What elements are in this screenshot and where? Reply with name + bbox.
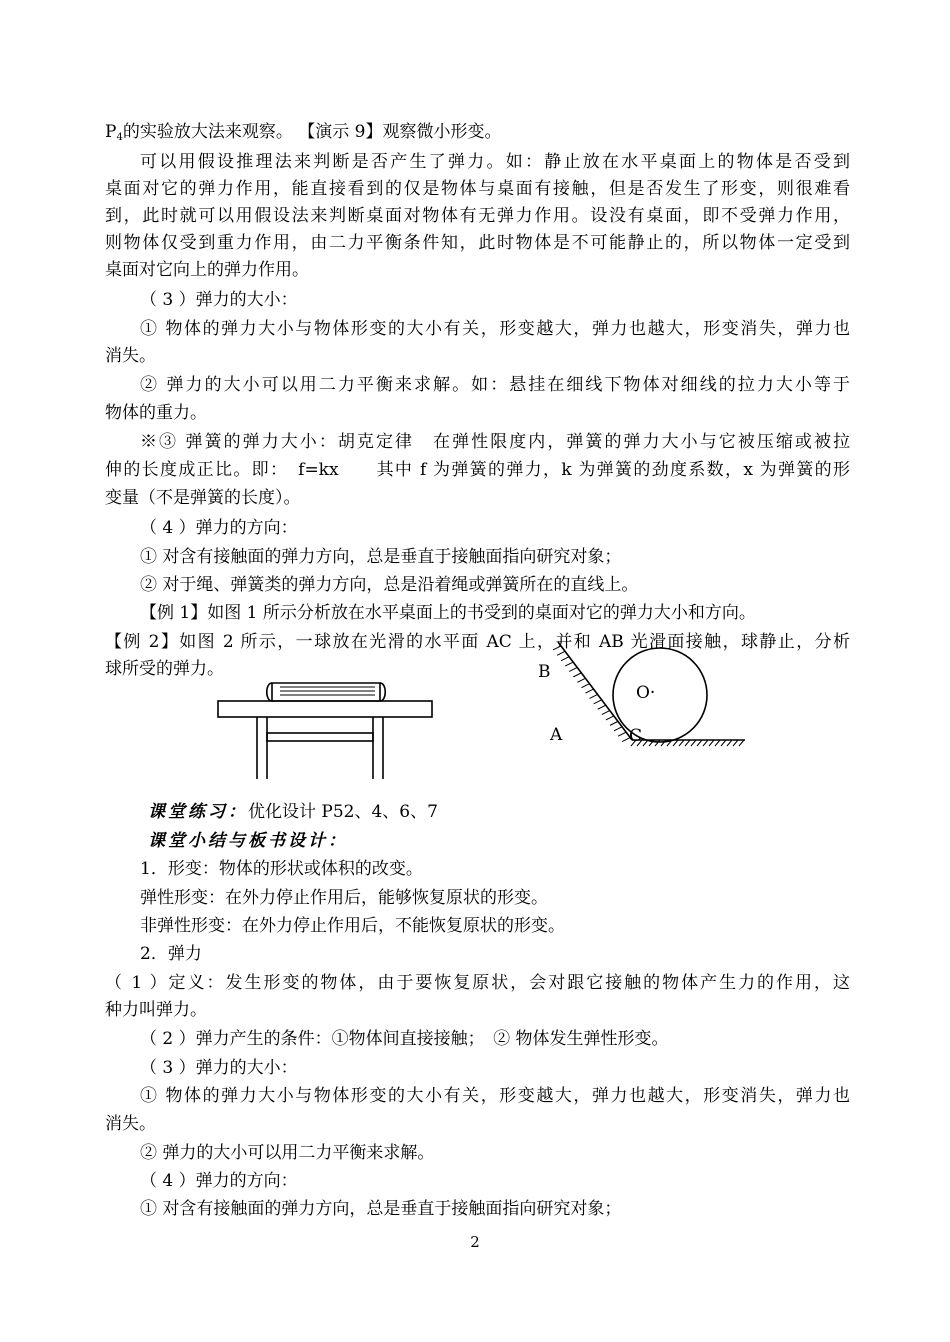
- hatch-mark: [565, 662, 573, 666]
- text-line: 物体的重力。: [105, 403, 207, 423]
- section-heading: （ 4 ）弹力的方向：: [140, 1171, 298, 1191]
- text-line: ② 弹力的大小可以用二力平衡来求解。: [140, 1143, 435, 1163]
- hatch-mark: [721, 740, 726, 746]
- text-line: ② 对于绳、弹簧类的弹力方向，总是沿着绳或弹簧所在的直线上。: [140, 575, 639, 595]
- page-number: 2: [470, 1233, 480, 1251]
- classroom-practice: 课堂练习：优化设计 P52、4、6、7: [148, 802, 438, 822]
- hatch-mark: [655, 740, 660, 746]
- figure-2-ball-incline: [530, 630, 760, 760]
- hatch-mark: [573, 673, 581, 677]
- summary-heading: 课堂小结与板书设计：: [148, 831, 348, 851]
- text-line: 则物体仅受到重力作用，由二力平衡条件知，此时物体是不可能静止的，所以物体一定受到: [105, 233, 850, 253]
- text-line: 到，此时就可以用假设法来判断桌面对物体有无弹力作用。设没有桌面，即不受弹力作用，: [105, 206, 850, 226]
- hatch-mark: [703, 740, 708, 746]
- example-2: 【例 2】如图 2 所示，一球放在光滑的水平面 AC 上，并和 AB 光滑面接触，球静止，分析: [105, 632, 850, 652]
- hatch-mark: [602, 711, 610, 715]
- text-line: 非弹性形变：在外力停止作用后，不能恢复原状的形变。: [140, 916, 565, 936]
- section-heading: （ 3 ）弹力的大小：: [140, 1058, 298, 1078]
- text-line: 桌面对它向上的弹力作用。: [105, 260, 309, 280]
- hatch-mark: [715, 740, 720, 746]
- hatch-mark: [561, 657, 569, 661]
- hatch-mark: [614, 727, 622, 731]
- text-line: 消失。: [105, 1114, 156, 1134]
- label-a: A: [550, 725, 563, 745]
- text-line: （ 1 ）定义：发生形变的物体，由于要恢复原状，会对跟它接触的物体产生力的作用，这: [105, 973, 850, 993]
- hatch-mark: [709, 740, 714, 746]
- hatch-mark: [610, 721, 618, 725]
- figure-1-book-on-table: [210, 675, 440, 785]
- hatch-mark: [618, 732, 626, 736]
- text-line: 弹性形变：在外力停止作用后，能够恢复原状的形变。: [140, 888, 548, 908]
- text-line: ① 物体的弹力大小与物体形变的大小有关，形变越大，弹力也越大，形变消失，弹力也: [140, 1086, 850, 1106]
- text-line: 2．弹力: [140, 944, 202, 964]
- section-heading: （ 4 ）弹力的方向：: [140, 518, 298, 538]
- text-line: 球所受的弹力。: [105, 659, 224, 679]
- hatch-mark: [594, 700, 602, 704]
- hatch-mark: [733, 740, 738, 746]
- hatch-mark: [679, 740, 684, 746]
- hatch-mark: [557, 651, 565, 655]
- hatch-mark: [553, 646, 561, 650]
- text-line: 变量（不是弹簧的长度）。: [105, 488, 301, 508]
- hatch-mark: [577, 678, 585, 682]
- hatch-mark: [606, 716, 614, 720]
- hatch-mark: [581, 684, 589, 688]
- text-line: 种力叫弹力。: [105, 1000, 207, 1020]
- text-line: 伸的长度成正比。即： f=kx 其中 f 为弹簧的弹力，k 为弹簧的劲度系数，x 为弹簧的形: [105, 460, 850, 480]
- section-heading: （ 3 ）弹力的大小：: [140, 290, 298, 310]
- label-b: B: [538, 662, 551, 682]
- hatch-mark: [727, 740, 732, 746]
- text-line: 消失。: [105, 346, 156, 366]
- text-line: 可以用假设推理法来判断是否产生了弹力。如：静止放在水平桌面上的物体是否受到: [140, 152, 850, 172]
- hatch-mark: [590, 694, 598, 698]
- hatch-mark: [697, 740, 702, 746]
- label-c: C: [629, 726, 643, 746]
- example-1: 【例 1】如图 1 所示分析放在水平桌面上的书受到的桌面对它的弹力大小和方向。: [140, 603, 756, 623]
- text-line: ① 对含有接触面的弹力方向，总是垂直于接触面指向研究对象；: [140, 547, 622, 567]
- text-line: $P_4$的实验放大法来观察。 【演示 9】观察微小形变。: [105, 122, 502, 143]
- hatch-mark: [685, 740, 690, 746]
- text-line: 1．形变：物体的形状或体积的改变。: [140, 859, 423, 879]
- label-o: O·: [636, 683, 656, 703]
- hatch-mark: [673, 740, 678, 746]
- hatch-mark: [586, 689, 594, 693]
- text-line: ① 对含有接触面的弹力方向，总是垂直于接触面指向研究对象；: [140, 1199, 622, 1219]
- text-line: ① 物体的弹力大小与物体形变的大小有关，形变越大，弹力也越大，形变消失，弹力也: [140, 319, 850, 339]
- hatch-mark: [691, 740, 696, 746]
- hatch-mark: [569, 667, 577, 671]
- text-line: 桌面对它的弹力作用，能直接看到的仅是物体与桌面有接触，但是否发生了形变，则很难看: [105, 179, 850, 199]
- hatch-mark: [739, 740, 744, 746]
- text-line: （ 2 ）弹力产生的条件：①物体间直接接触； ② 物体发生弹性形变。: [140, 1029, 669, 1049]
- text-line: ② 弹力的大小可以用二力平衡来求解。如：悬挂在细线下物体对细线的拉力大小等于: [140, 375, 850, 395]
- hatch-mark: [598, 705, 606, 709]
- hatch-mark: [661, 740, 666, 746]
- text-line: ※③ 弹簧的弹力大小：胡克定律 在弹性限度内，弹簧的弹力大小与它被压缩或被拉: [140, 432, 850, 452]
